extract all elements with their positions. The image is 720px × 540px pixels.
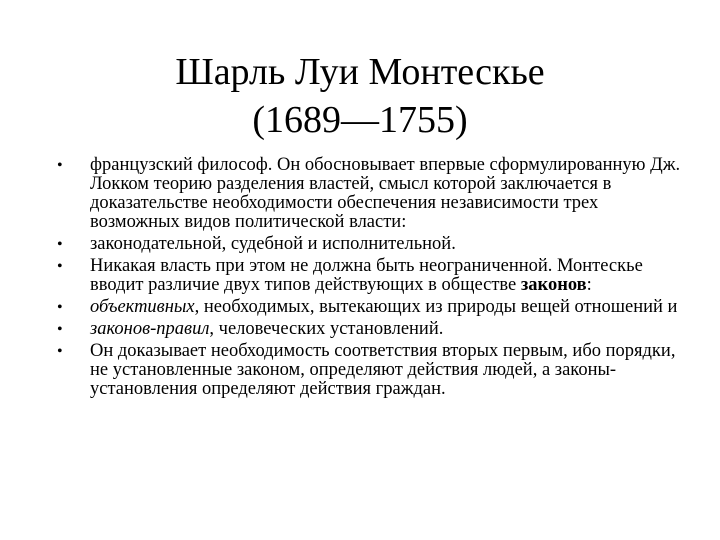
- bullet-icon: •: [57, 236, 63, 253]
- item-text: законодательной, судебной и исполнительной.: [90, 234, 456, 254]
- item-text-end: :: [586, 275, 592, 295]
- title-years: (1689—1755): [252, 99, 468, 141]
- item-text: Он доказывает необходимость соответствия вторых первым, ибо порядки, не установленные законом, определяют действия людей, а законы-установления определяют действия граждан.: [90, 341, 676, 399]
- title-name: Шарль Луи Монтескье: [175, 51, 545, 93]
- bullet-list: [52, 156, 692, 402]
- slide-title: [120, 48, 600, 144]
- list-item: [52, 257, 692, 295]
- item-text: , необходимых, вытекающих из природы вещей отношений и: [194, 297, 678, 317]
- list-item: [52, 156, 692, 232]
- list-item: [52, 298, 692, 317]
- bullet-icon: •: [57, 299, 63, 316]
- list-item: [52, 235, 692, 254]
- item-text: французский философ. Он обосновывает впервые сформулированную Дж. Локком теорию разделения властей, смысл которой заключается в доказательстве необходимости обеспечения независимости трех возможных видов политической власти:: [90, 155, 681, 232]
- bullet-icon: •: [57, 258, 63, 275]
- item-text: , человеческих установлений.: [209, 319, 444, 339]
- item-italic-term: законов-правил: [90, 319, 210, 339]
- item-italic-term: объективных: [90, 297, 195, 317]
- item-text: Никакая власть при этом не должна быть неограниченной. Монтескье вводит различие двух типов действующих в обществе: [90, 256, 643, 295]
- bullet-icon: •: [57, 321, 63, 338]
- list-item: [52, 320, 692, 339]
- item-bold-term: законов: [520, 275, 587, 295]
- bullet-icon: •: [57, 157, 63, 174]
- bullet-icon: •: [57, 343, 63, 360]
- list-item: [52, 342, 692, 399]
